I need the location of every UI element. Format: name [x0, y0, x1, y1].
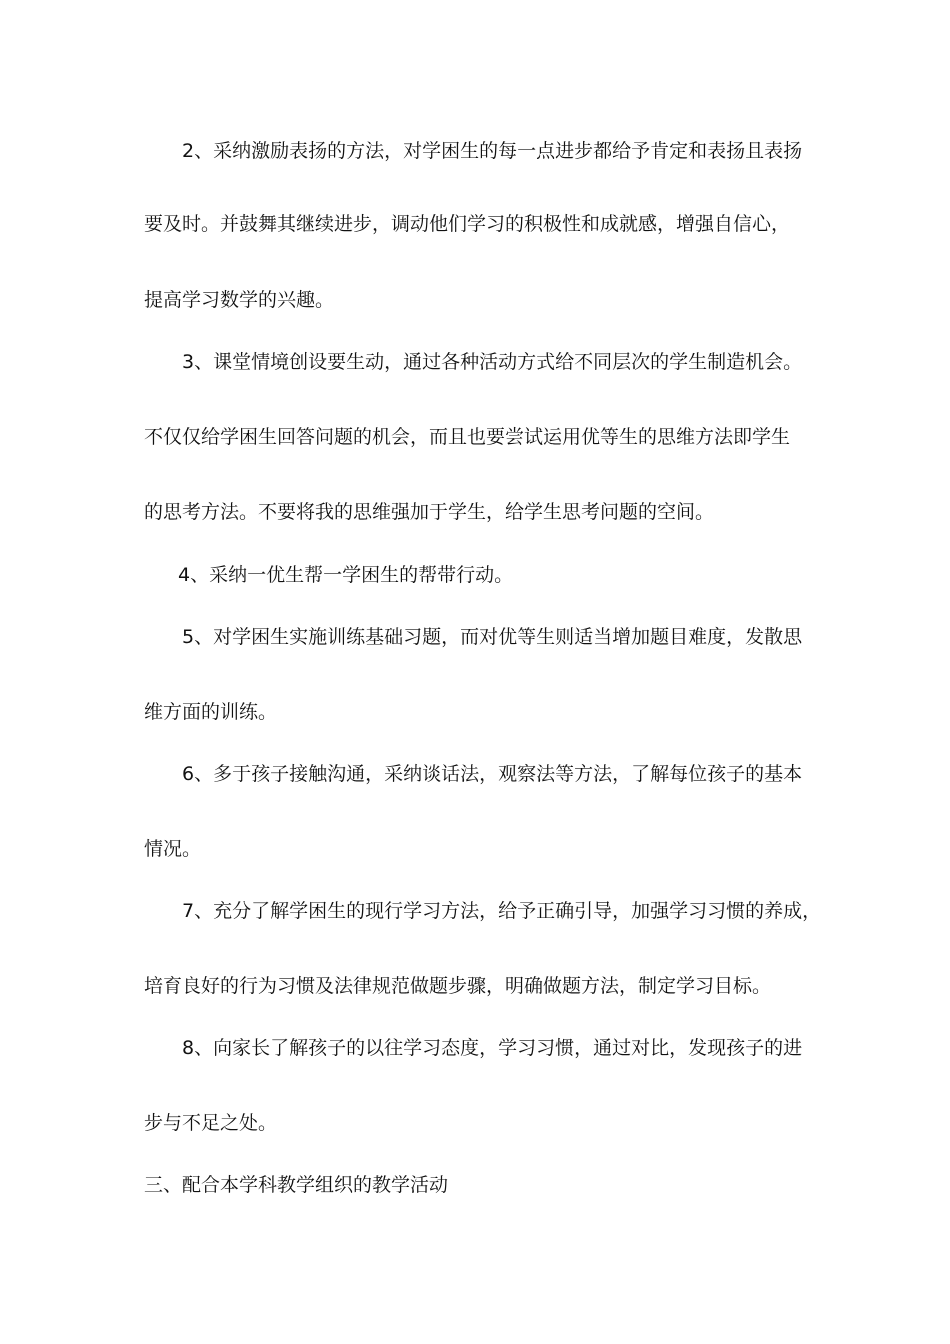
paragraph-2-line-2: 要及时。并鼓舞其继续进步，调动他们学习的积极性和成就感，增强自信心，	[144, 213, 791, 235]
paragraph-2-line-1: 2、采纳激励表扬的方法，对学困生的每一点进步都给予肯定和表扬且表扬	[182, 140, 803, 162]
paragraph-5-line-2: 维方面的训练。	[144, 701, 278, 723]
paragraph-8-line-1: 8、向家长了解孩子的以往学习态度，学习习惯，通过对比，发现孩子的进	[182, 1037, 803, 1059]
paragraph-8-line-2: 步与不足之处。	[144, 1112, 278, 1134]
paragraph-7-line-1: 7、充分了解学困生的现行学习方法，给予正确引导，加强学习习惯的养成，	[182, 900, 822, 922]
paragraph-7-line-2: 培育良好的行为习惯及法律规范做题步骤，明确做题方法，制定学习目标。	[144, 975, 772, 997]
section-heading-3: 三、配合本学科教学组织的教学活动	[144, 1174, 449, 1196]
paragraph-2-line-3: 提高学习数学的兴趣。	[144, 289, 335, 311]
paragraph-4-line-1: 4、采纳一优生帮一学困生的帮带行动。	[178, 564, 514, 586]
paragraph-3-line-2: 不仅仅给学困生回答问题的机会，而且也要尝试运用优等生的思维方法即学生	[144, 426, 791, 448]
paragraph-6-line-1: 6、多于孩子接触沟通，采纳谈话法，观察法等方法，了解每位孩子的基本	[182, 763, 803, 785]
paragraph-5-line-1: 5、对学困生实施训练基础习题，而对优等生则适当增加题目难度，发散思	[182, 626, 803, 648]
paragraph-3-line-1: 3、课堂情境创设要生动，通过各种活动方式给不同层次的学生制造机会。	[182, 351, 803, 373]
paragraph-3-line-3: 的思考方法。不要将我的思维强加于学生，给学生思考问题的空间。	[144, 501, 715, 523]
paragraph-6-line-2: 情况。	[144, 838, 202, 860]
